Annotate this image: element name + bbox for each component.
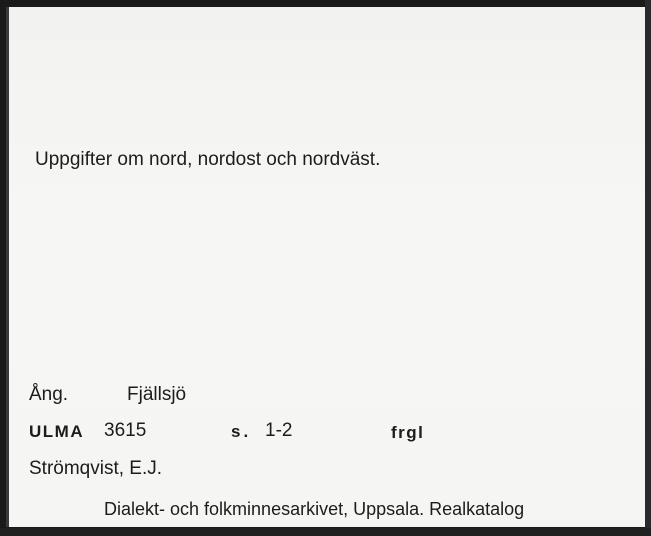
place-name: Fjällsjö — [127, 384, 187, 405]
pages-value: 1-2 — [265, 420, 293, 441]
scan-edge-bottom — [0, 528, 651, 536]
catalog-card — [6, 7, 645, 527]
pages-label: s. — [231, 422, 252, 441]
description-text: Uppgifter om nord, nordost och nordväst. — [35, 149, 381, 170]
scan-edge-right — [645, 0, 651, 536]
ang-label: Ång. — [29, 384, 69, 405]
author-name: Strömqvist, E.J. — [29, 458, 163, 479]
archive-code: ULMA — [29, 422, 85, 441]
archive-number: 3615 — [104, 420, 147, 441]
category-code: frgl — [391, 423, 425, 442]
footer-text: Dialekt- och folkminnesarkivet, Uppsala. Realkatalog — [104, 499, 525, 519]
